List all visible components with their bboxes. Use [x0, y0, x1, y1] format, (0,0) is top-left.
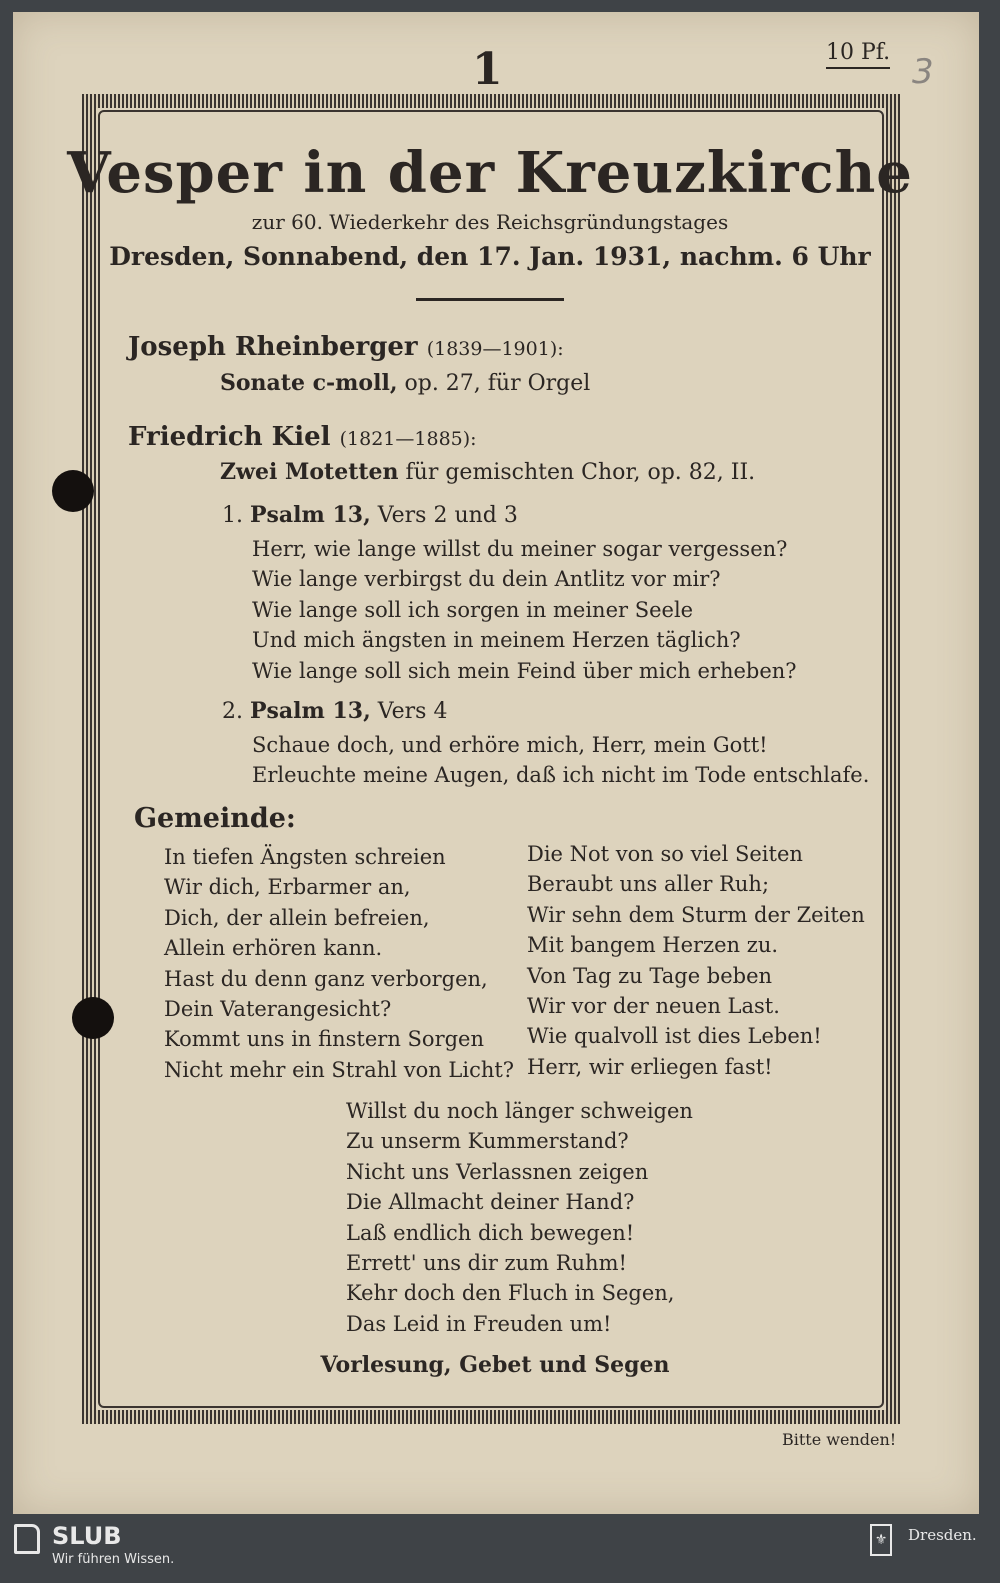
- verse-line: Herr, wie lange willst du meiner sogar vergessen?: [252, 537, 788, 561]
- composer-name: Friedrich Kiel: [128, 422, 331, 452]
- work-rheinberger: [220, 370, 590, 396]
- hymn-line: Hast du denn ganz verborgen,: [164, 966, 488, 991]
- footer-bar: [0, 1518, 1000, 1583]
- composer-name: Joseph Rheinberger: [128, 332, 418, 362]
- psalm-number: 2.: [222, 699, 243, 724]
- psalm-heading-2: [222, 698, 447, 724]
- pencil-mark: 3: [912, 52, 934, 92]
- slub-logo-icon: [14, 1524, 40, 1554]
- composer-rheinberger: [128, 332, 564, 362]
- hymn-line: Das Leid in Freuden um!: [346, 1311, 612, 1336]
- psalm-title: Psalm 13,: [250, 502, 371, 528]
- hymn-line: Dich, der allein befreien,: [164, 905, 430, 930]
- price-label: 10 Pf.: [826, 40, 890, 69]
- congregation-heading: Gemeinde:: [134, 803, 296, 834]
- verse-line: Erleuchte meine Augen, daß ich nicht im Tode entschlafe.: [252, 763, 870, 788]
- divider: [416, 298, 564, 301]
- hymn-line: Willst du noch länger schweigen: [346, 1099, 693, 1123]
- hymn-line: Herr, wir erliegen fast!: [527, 1054, 773, 1079]
- hymn-column-right: [527, 839, 865, 1082]
- hymn-line: Die Not von so viel Seiten: [527, 842, 803, 866]
- verse-line: Wie lange soll ich sorgen in meiner Seele: [252, 597, 694, 622]
- hymn-line: Zu unserm Kummerstand?: [346, 1129, 629, 1154]
- work-details: op. 27, für Orgel: [404, 371, 591, 396]
- work-title: Sonate c-moll,: [220, 370, 398, 396]
- verse-line: Wie lange soll sich mein Feind über mich erheben?: [252, 658, 797, 683]
- psalm-title: Psalm 13,: [250, 698, 371, 724]
- hymn-line: Wie qualvoll ist dies Leben!: [527, 1024, 822, 1049]
- hymn-line: Dein Vaterangesicht?: [164, 997, 392, 1022]
- hymn-line: Wir dich, Erbarmer an,: [164, 875, 411, 900]
- composer-dates: (1821—1885):: [339, 428, 477, 450]
- psalm-number: 1.: [222, 503, 243, 528]
- verse-line: Und mich ängsten in meinem Herzen täglich?: [252, 628, 741, 653]
- hymn-line: Kommt uns in finstern Sorgen: [164, 1027, 485, 1052]
- hymn-line: Kehr doch den Fluch in Segen,: [346, 1281, 675, 1306]
- hymn-line: Nicht uns Verlassnen zeigen: [346, 1159, 649, 1184]
- hymn-line: Laß endlich dich bewegen!: [346, 1220, 635, 1245]
- punch-hole: [72, 997, 114, 1039]
- page-number: 1: [472, 44, 503, 95]
- turn-page-note: Bitte wenden!: [782, 1430, 897, 1449]
- work-details: für gemischten Chor, op. 82, II.: [405, 460, 756, 485]
- verse-line: Schaue doch, und erhöre mich, Herr, mein Gott!: [252, 733, 768, 757]
- hymn-column-left: [164, 842, 514, 1085]
- psalm-verse: Vers 2 und 3: [377, 503, 518, 528]
- psalm-heading-1: [222, 502, 518, 528]
- slub-tagline: Wir führen Wissen.: [52, 1552, 175, 1567]
- work-kiel: [220, 459, 755, 485]
- work-title: Zwei Motetten: [220, 459, 399, 485]
- hymn-line: Beraubt uns aller Ruh;: [527, 872, 770, 897]
- psalm-verse: Vers 4: [377, 699, 448, 724]
- hymn-line: Mit bangem Herzen zu.: [527, 933, 779, 958]
- hymn-line: Wir vor der neuen Last.: [527, 994, 780, 1019]
- punch-hole: [52, 470, 94, 512]
- slub-logo[interactable]: SLUB: [52, 1522, 122, 1550]
- hymn-line: Wir sehn dem Sturm der Zeiten: [527, 902, 865, 927]
- page-title: Vesper in der Kreuzkirche: [67, 140, 913, 206]
- composer-dates: (1839—1901):: [426, 338, 564, 360]
- verse-line: Wie lange verbirgst du dein Antlitz vor mir?: [252, 567, 721, 592]
- psalm-text-1: [252, 534, 797, 686]
- dateline: Dresden, Sonnabend, den 17. Jan. 1931, nachm. 6 Uhr: [109, 242, 871, 271]
- hymn-line: Allein erhören kann.: [164, 936, 383, 961]
- dresden-logo[interactable]: Dresden.: [908, 1526, 977, 1544]
- hymn-line: Von Tag zu Tage beben: [527, 963, 773, 988]
- hymn-line: Errett' uns dir zum Ruhm!: [346, 1251, 627, 1276]
- subtitle: zur 60. Wiederkehr des Reichsgründungstages: [251, 210, 729, 234]
- hymn-column-center: [346, 1096, 693, 1339]
- closing-line: Vorlesung, Gebet und Segen: [320, 1352, 670, 1378]
- psalm-text-2: [252, 730, 869, 791]
- hymn-line: Nicht mehr ein Strahl von Licht?: [164, 1057, 515, 1082]
- composer-kiel: [128, 422, 477, 452]
- hymn-line: Die Allmacht deiner Hand?: [346, 1190, 635, 1215]
- hymn-line: In tiefen Ängsten schreien: [164, 845, 446, 869]
- dresden-crest-icon: ⚜: [870, 1524, 892, 1556]
